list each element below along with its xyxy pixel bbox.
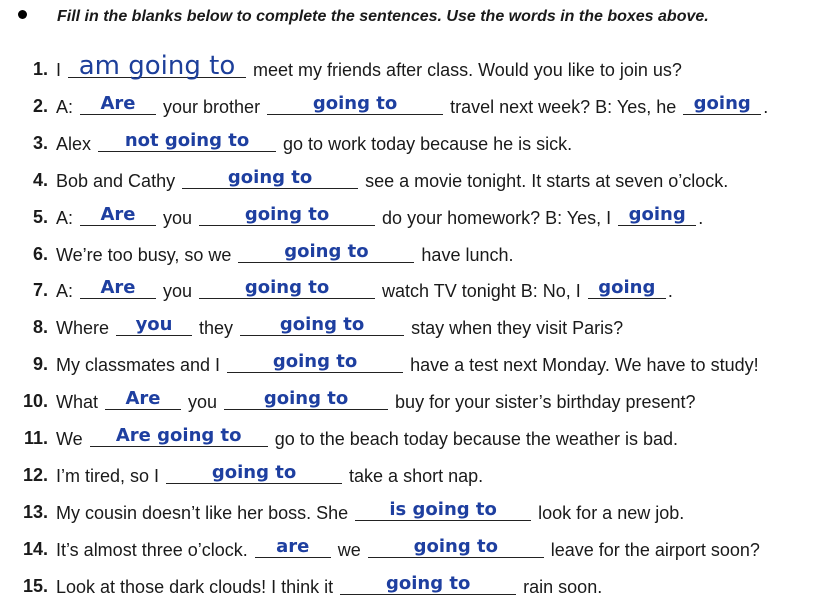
answer-blank[interactable] <box>199 277 375 299</box>
answer-text: going <box>598 277 656 299</box>
answer-blank[interactable] <box>267 92 443 115</box>
answer-blank[interactable] <box>80 203 156 226</box>
sentence-text: rain soon. <box>518 576 603 597</box>
answer-text: going to <box>279 314 365 336</box>
sentence-text: We <box>56 429 88 449</box>
answer-blank[interactable] <box>80 277 156 299</box>
sentence-text: stay when they visit Paris? <box>406 318 624 339</box>
sentence-text: Look at those dark clouds! I think it <box>56 576 339 597</box>
item-number: 6. <box>32 243 48 264</box>
exercise-item <box>0 53 837 83</box>
answer-blank[interactable] <box>116 314 192 336</box>
answer-text: going to <box>211 461 297 483</box>
exercise-item <box>0 459 837 489</box>
sentence-text: you <box>183 392 223 413</box>
sentence-text: It’s almost three o’clock. <box>56 539 253 560</box>
answer-text: Are <box>100 92 136 114</box>
sentence-text: see a movie tonight. It starts at seven o’clock. <box>360 170 729 191</box>
exercise-item <box>0 90 837 120</box>
sentence-text: My classmates and I <box>56 355 226 376</box>
sentence-text: do your homework? B: Yes, I <box>377 207 617 228</box>
answer-text: you <box>135 314 173 336</box>
sentence-text: meet my friends after class. Would you like to join us? <box>248 60 682 80</box>
sentence-text: A: <box>56 281 79 302</box>
sentence-text: buy for your sister’s birthday present? <box>390 392 696 413</box>
sentence <box>56 129 573 155</box>
exercise-item <box>0 201 837 231</box>
instructions-text: Fill in the blanks below to complete the sentences. Use the words in the boxes above. <box>57 8 709 25</box>
answer-blank[interactable] <box>238 240 414 263</box>
sentence <box>56 572 603 598</box>
sentence-text: A: <box>56 96 79 117</box>
instructions <box>18 8 828 32</box>
answer-text: going to <box>272 351 358 373</box>
answer-blank[interactable] <box>255 535 331 558</box>
sentence <box>56 351 759 376</box>
answer-blank[interactable] <box>355 498 531 521</box>
sentence-text: We’re too busy, so we <box>56 244 237 265</box>
bullet-icon <box>18 10 27 19</box>
exercise-item <box>0 238 837 268</box>
answer-blank[interactable] <box>227 351 403 373</box>
item-number: 8. <box>32 317 48 338</box>
exercise-item <box>0 570 837 600</box>
answer-blank[interactable] <box>68 51 246 81</box>
sentence-text: we <box>332 539 366 560</box>
sentence-text: My cousin doesn’t like her boss. She <box>56 502 354 523</box>
sentence <box>56 461 484 487</box>
answer-blank[interactable] <box>80 92 156 115</box>
item-number: 1. <box>32 59 48 79</box>
answer-blank[interactable] <box>182 166 358 189</box>
answer-blank[interactable] <box>199 203 375 226</box>
answer-blank[interactable] <box>90 425 268 447</box>
sentence <box>56 388 696 413</box>
sentence-text: look for a new job. <box>533 502 685 523</box>
item-number: 14. <box>22 538 48 559</box>
item-number: 7. <box>32 280 48 301</box>
sentence-text: Alex <box>56 133 97 154</box>
sentence <box>56 51 682 81</box>
exercise-item <box>0 533 837 563</box>
answer-blank[interactable] <box>368 535 544 558</box>
sentence <box>56 203 704 229</box>
sentence <box>56 92 769 118</box>
item-number: 4. <box>32 169 48 190</box>
sentence-text: Bob and Cathy <box>56 170 181 191</box>
item-number: 13. <box>22 501 48 522</box>
answer-text: Are going to <box>115 425 242 446</box>
sentence <box>56 425 678 450</box>
sentence <box>56 314 624 339</box>
answer-blank[interactable] <box>224 388 388 410</box>
answer-text: going <box>693 92 751 114</box>
answer-text: are <box>276 535 310 557</box>
answer-text: going to <box>284 240 369 262</box>
sentence <box>56 277 673 302</box>
answer-text: not going to <box>124 129 250 151</box>
sentence <box>56 166 729 192</box>
sentence-text: watch TV tonight B: No, I <box>377 281 586 302</box>
sentence-text: I <box>56 60 67 80</box>
sentence-text: they <box>194 318 239 339</box>
sentence-text: . <box>763 96 769 117</box>
answer-text: going <box>628 203 686 225</box>
answer-text: Are <box>100 203 136 225</box>
item-number: 10. <box>22 391 48 412</box>
sentence-text: Where <box>56 318 115 339</box>
sentence-text: you <box>158 207 198 228</box>
item-number: 15. <box>22 575 48 596</box>
sentence-text: . <box>698 207 704 228</box>
exercise-item <box>0 164 837 194</box>
answer-text: going to <box>227 166 313 188</box>
sentence <box>56 498 685 524</box>
answer-text: going to <box>263 388 349 410</box>
answer-blank[interactable] <box>683 92 761 115</box>
sentence-text: A: <box>56 207 79 228</box>
exercise-item <box>0 274 837 304</box>
sentence-text: travel next week? B: Yes, he <box>445 96 682 117</box>
sentence-text: I’m tired, so I <box>56 465 165 486</box>
exercise-item <box>0 385 837 415</box>
item-number: 2. <box>32 95 48 116</box>
sentence-text: What <box>56 392 104 413</box>
answer-text: going to <box>244 203 330 225</box>
sentence-text: have lunch. <box>416 244 514 265</box>
answer-blank[interactable] <box>240 314 404 336</box>
answer-text: going to <box>413 535 498 557</box>
answer-blank[interactable] <box>166 461 342 484</box>
exercise-item <box>0 348 837 378</box>
exercise-item <box>0 127 837 157</box>
answer-text: Are <box>125 388 161 410</box>
sentence <box>56 240 514 266</box>
answer-text: am going to <box>78 51 236 81</box>
sentence-text: you <box>158 281 198 302</box>
item-number: 9. <box>32 354 48 375</box>
sentence-text: take a short nap. <box>344 465 484 486</box>
item-number: 5. <box>32 206 48 227</box>
answer-text: going to <box>312 92 398 114</box>
answer-blank[interactable] <box>588 277 666 299</box>
item-number: 11. <box>23 428 48 448</box>
item-number: 12. <box>22 464 48 485</box>
sentence-text: have a test next Monday. We have to study! <box>405 355 759 376</box>
answer-blank[interactable] <box>340 572 516 595</box>
answer-blank[interactable] <box>105 388 181 410</box>
answer-text: going to <box>244 277 330 299</box>
item-number: 3. <box>32 132 48 153</box>
answer-text: going to <box>385 572 471 594</box>
sentence-text: go to the beach today because the weather is bad. <box>269 429 678 449</box>
answer-text: Are <box>100 277 136 299</box>
sentence-text: leave for the airport soon? <box>545 539 760 560</box>
sentence-text: . <box>667 281 673 302</box>
exercise-item <box>0 311 837 341</box>
sentence-text: your brother <box>158 96 266 117</box>
exercise-item <box>0 422 837 452</box>
sentence <box>56 535 760 561</box>
exercise-item <box>0 496 837 526</box>
sentence-text: go to work today because he is sick. <box>278 133 573 154</box>
answer-blank[interactable] <box>98 129 276 152</box>
answer-text: is going to <box>389 498 497 520</box>
answer-blank[interactable] <box>618 203 696 226</box>
